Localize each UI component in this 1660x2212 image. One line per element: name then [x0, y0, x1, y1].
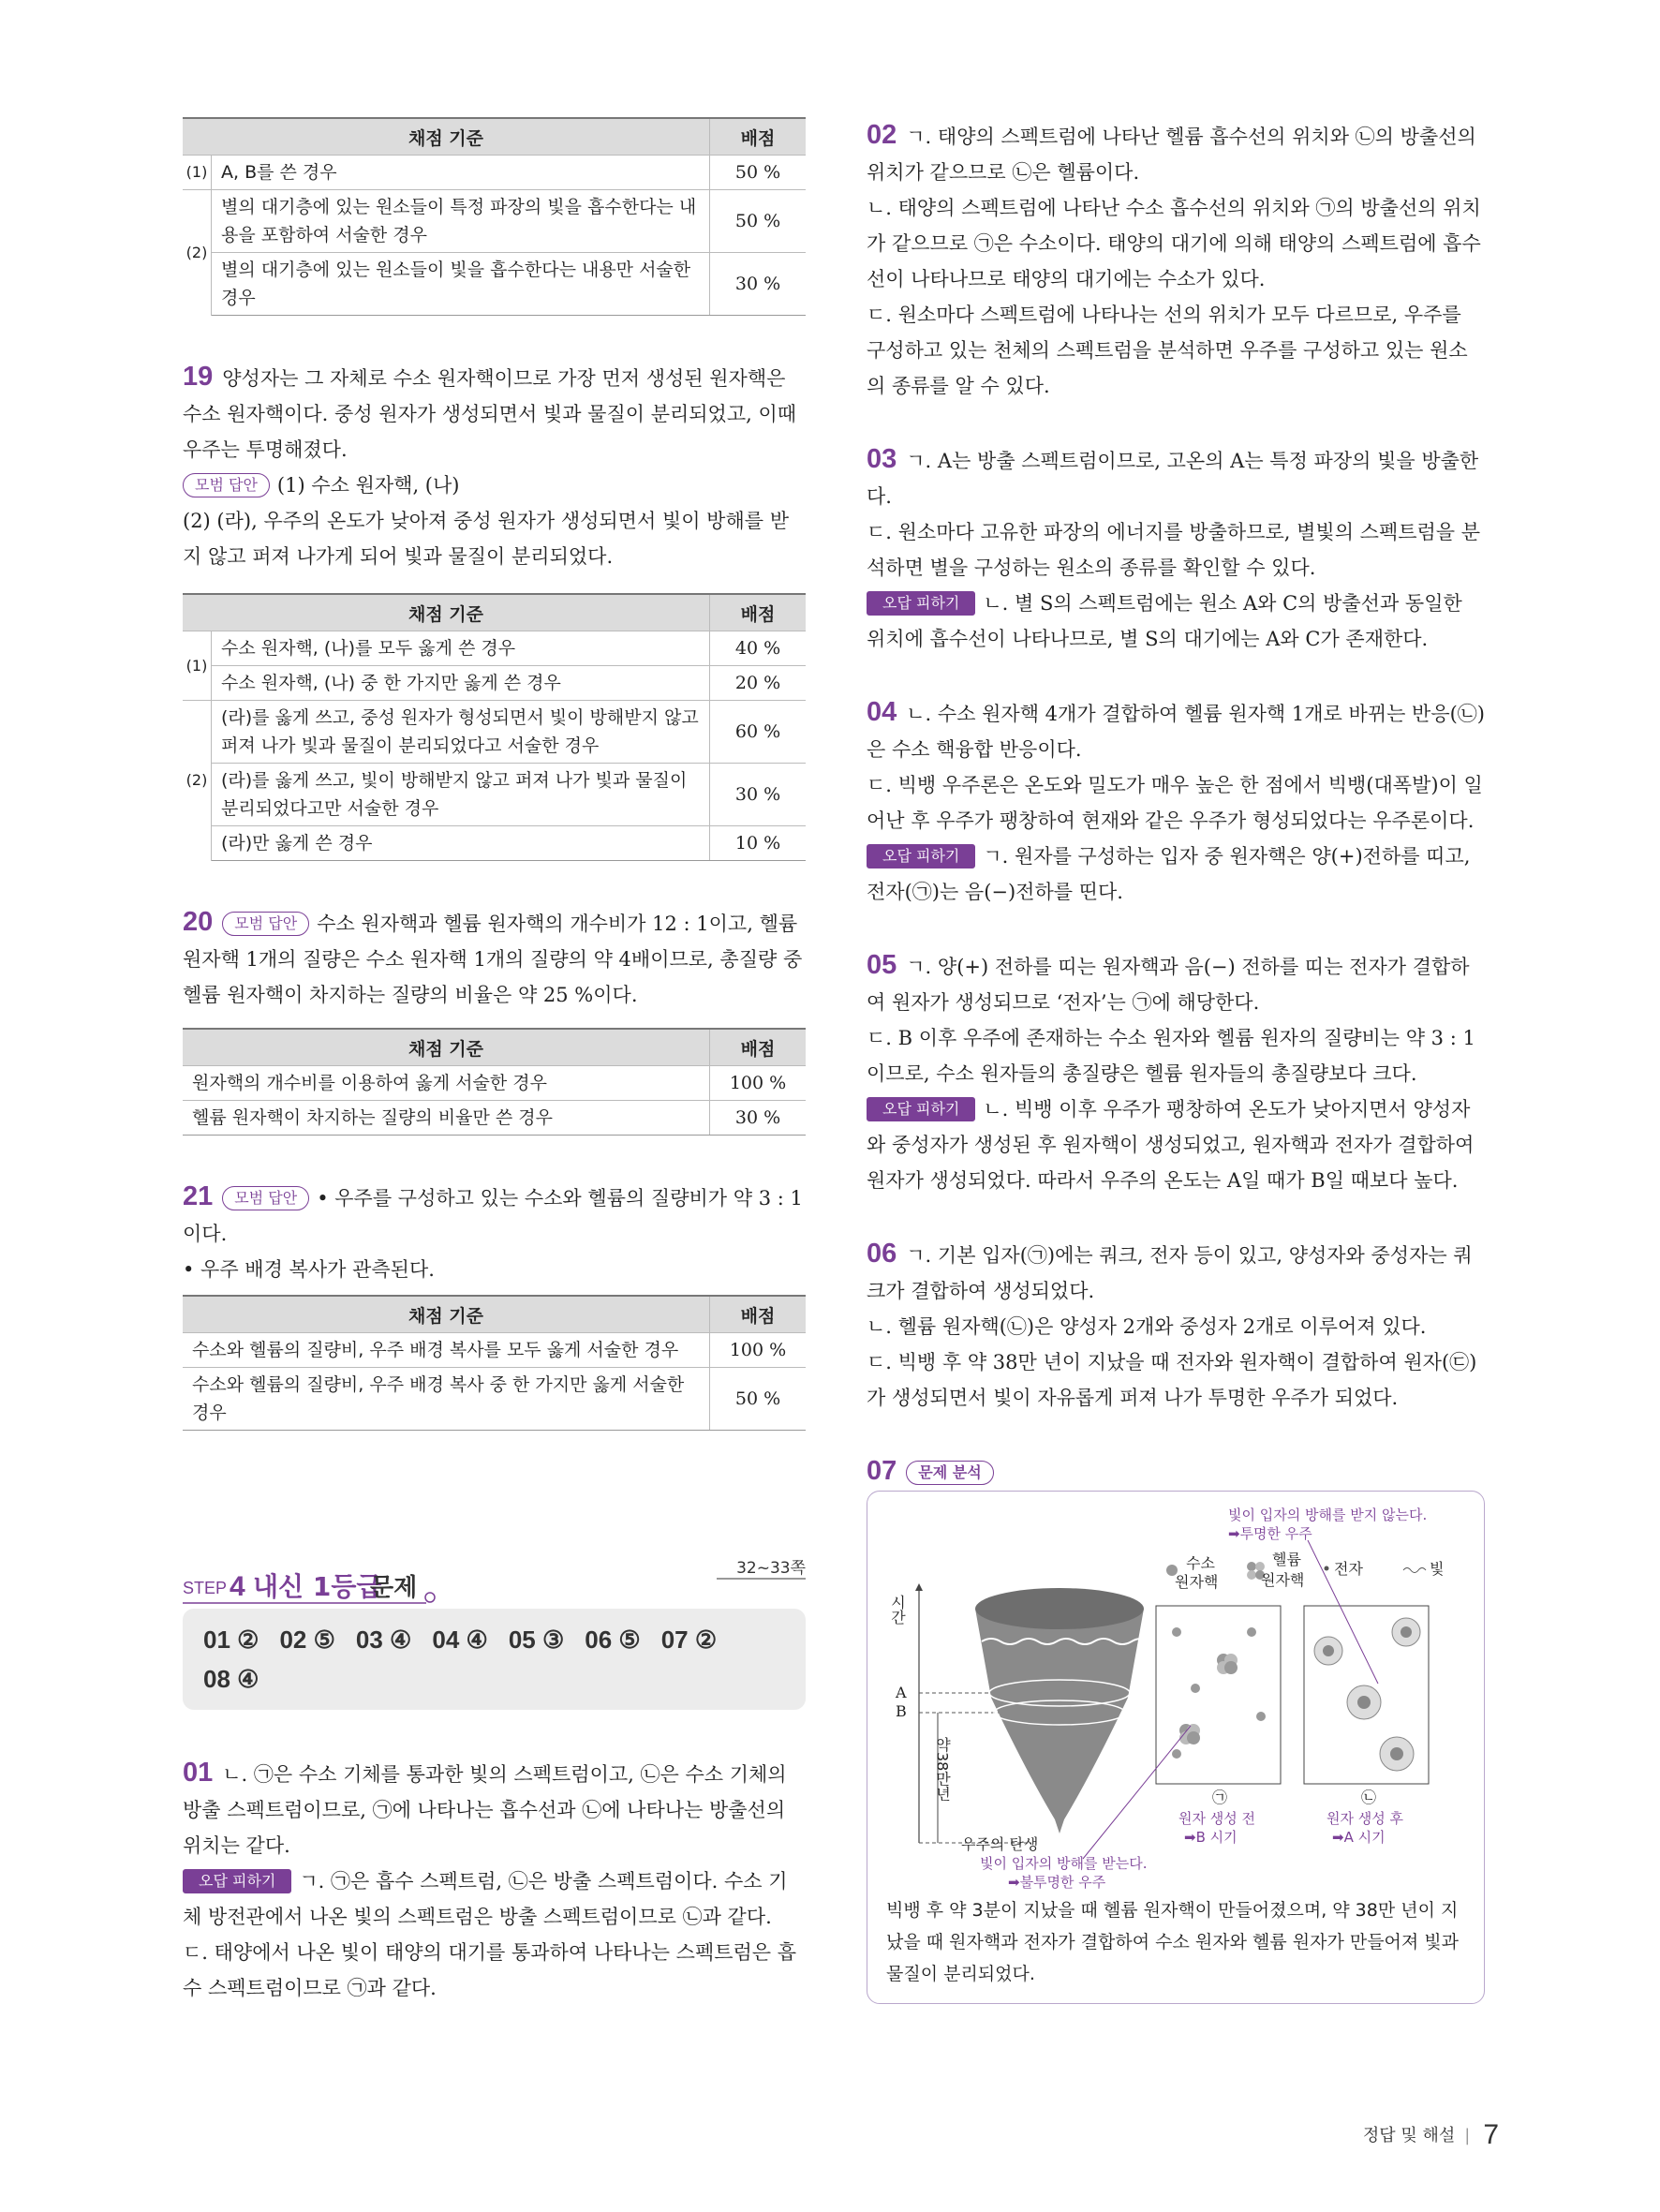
q05-p2: ㄷ. B 이후 우주에 존재하는 수소 원자와 헬륨 원자의 질량비는 약 3 : 1이므로, 수소 원자들의 총질량은 헬륨 원자들의 총질량보다 크다.: [867, 1027, 1475, 1085]
q19-answer-1: [183, 468, 806, 503]
model-answer-tag: 모범 답안: [222, 1186, 309, 1210]
box2-mark: ㉡: [1361, 1789, 1377, 1806]
criteria-cell: (라)를 옳게 쓰고, 중성 원자가 형성되면서 빛이 방해받지 않고 퍼져 나가 빛과 물질이 분리되었다고 서술한 경우: [212, 701, 710, 764]
box1-label: 원자 생성 전: [1178, 1810, 1255, 1827]
early-universe-diagram: [867, 1492, 1482, 1894]
box2-label-2: ➡A 시기: [1332, 1829, 1386, 1846]
top-note: 빛이 입자의 방해를 받지 않는다.: [1228, 1507, 1428, 1523]
time-axis-label: 시간: [888, 1595, 907, 1625]
q21-line1: • 우주를 구성하고 있는 수소와 헬륨의 질량비가 약 3 : 1이다.: [183, 1187, 803, 1245]
q02-number: 02: [867, 120, 897, 150]
criteria-cell: A, B를 쓴 경우: [212, 156, 710, 190]
analysis-box: [867, 1491, 1485, 2004]
box1-mark: ㉠: [1212, 1789, 1228, 1806]
problem-analysis-tag: 문제 분석: [906, 1461, 993, 1485]
top-note-2: ➡투명한 우주: [1228, 1525, 1312, 1542]
q05-p1: ㄱ. 양(+) 전하를 띠는 원자핵과 음(−) 전하를 띠는 전자가 결합하여 원자가 생성되므로 ‘전자’는 ㉠에 해당한다.: [867, 956, 1470, 1014]
criteria-cell: (라)를 옳게 쓰고, 빛이 방해받지 않고 퍼져 나가 빛과 물질이 분리되었다고만 서술한 경우: [212, 764, 710, 826]
step-label: STEP: [183, 1579, 228, 1597]
points-header: 배점: [710, 1296, 807, 1333]
criteria-cell: 원자핵의 개수비를 이용하여 옳게 서술한 경우: [183, 1066, 710, 1101]
row-num: (1): [183, 156, 212, 190]
avoid-wrong-tag: 오답 피하기: [867, 1097, 975, 1121]
q19-ans1: (1) 수소 원자핵, (나): [276, 474, 460, 497]
row-num: (1): [183, 631, 212, 701]
criteria-cell: 헬륨 원자핵이 차지하는 질량의 비율만 쓴 경우: [183, 1101, 710, 1136]
avoid-wrong-tag: 오답 피하기: [867, 591, 975, 616]
q01-number: 01: [183, 1758, 214, 1788]
points-cell: 50 %: [710, 190, 807, 253]
avoid-wrong-tag: 오답 피하기: [867, 844, 975, 868]
points-cell: 30 %: [710, 764, 807, 826]
legend-helium: 헬륨: [1272, 1551, 1301, 1568]
q19-body: 양성자는 그 자체로 수소 원자핵이므로 가장 먼저 생성된 원자핵은 수소 원자핵이다. 중성 원자가 생성되면서 빛과 물질이 분리되었고, 이때 우주는 투명해졌다.: [183, 367, 797, 461]
q01-body: ㄴ. ㉠은 수소 기체를 통과한 빛의 스펙트럼이고, ㉡은 수소 기체의 방출 스펙트럼이므로, ㉠에 나타나는 흡수선과 ㉡에 나타나는 방출선의 위치는 같다.: [183, 1763, 787, 1857]
electron-icon: [1325, 1566, 1329, 1571]
scoring-table-21: [183, 1295, 806, 1431]
points-cell: 60 %: [710, 701, 807, 764]
points-cell: 100 %: [710, 1333, 807, 1368]
title-dot-icon: [425, 1593, 435, 1602]
q07-header: [867, 1453, 1485, 1491]
legend-helium-2: 원자핵: [1261, 1571, 1305, 1589]
criteria-header: 채점 기준: [183, 1296, 710, 1333]
legend-hydrogen-2: 원자핵: [1175, 1573, 1219, 1591]
q01-wrong-2: ㄷ. 태양에서 나온 빛이 태양의 대기를 통과하여 나타나는 스펙트럼은 흡수 스펙트럼이므로 ㉠과 같다.: [183, 1941, 797, 1999]
diagram-caption: 빅뱅 후 약 3분이 지났을 때 헬륨 원자핵이 만들어졌으며, 약 38만 년이 지났을 때 원자핵과 전자가 결합하여 수소 원자와 헬륨 원자가 만들어져 빛과 물질이 분리되었다.: [886, 1900, 1460, 1984]
answer-item: 07 ②: [660, 1626, 718, 1654]
points-cell: 40 %: [710, 631, 807, 666]
q19-text: [183, 359, 806, 468]
q19-number: 19: [183, 362, 214, 392]
points-cell: 100 %: [710, 1066, 807, 1101]
points-cell: 20 %: [710, 666, 807, 701]
row-num: (2): [183, 701, 212, 861]
answer-item: 05 ③: [508, 1626, 565, 1654]
answer-item: 03 ④: [355, 1626, 412, 1654]
universe-cone: [975, 1588, 1150, 1833]
step-title-2: 문제: [370, 1574, 418, 1602]
span-label: 약38만년: [933, 1737, 952, 1802]
q21-text: [183, 1179, 806, 1252]
step4-title-graphic: [183, 1552, 806, 1609]
points-header: 배점: [710, 594, 807, 631]
q03-wrong-body: ㄴ. 별 S의 스펙트럼에는 원소 A와 C의 방출선과 동일한 위치에 흡수선이 나타나므로, 별 S의 대기에는 A와 C가 존재한다.: [867, 592, 1462, 650]
q21-number: 21: [183, 1181, 214, 1211]
page-range: 32~33쪽: [736, 1559, 806, 1578]
q02-text: [867, 117, 1485, 190]
scoring-table-20: [183, 1028, 806, 1136]
q06-p2: ㄴ. 헬륨 원자핵(㉡)은 양성자 2개와 중성자 2개로 이루어져 있다.: [867, 1315, 1427, 1338]
label-A: A: [896, 1684, 907, 1701]
box1-label-2: ➡B 시기: [1184, 1829, 1238, 1846]
q01-wrong-body: ㄱ. ㉠은 흡수 스펙트럼, ㉡은 방출 스펙트럼이다. 수소 기체 방전관에서 나온 빛의 스펙트럼은 방출 스펙트럼이므로 ㉡과 같다.: [183, 1870, 788, 1928]
criteria-cell: 수소 원자핵, (나)를 모두 옳게 쓴 경우: [212, 631, 710, 666]
points-cell: 50 %: [710, 1368, 807, 1431]
page-number: 7: [1483, 2119, 1499, 2150]
q04-p2: ㄷ. 빅뱅 우주론은 온도와 밀도가 매우 높은 한 점에서 빅뱅(대폭발)이 일어난 후 우주가 팽창하여 현재와 같은 우주가 형성되었다는 우주론이다.: [867, 774, 1483, 832]
q05-wrong-body: ㄴ. 빅뱅 이후 우주가 팽창하여 온도가 낮아지면서 양성자와 중성자가 생성된 후 원자핵이 생성되었고, 원자핵과 전자가 결합하여 원자가 생성되었다. 따라서 우주의 온도는 A일 때가 B일 때보다 높다.: [867, 1098, 1475, 1192]
step-number: 4: [230, 1571, 245, 1602]
answer-item: 02 ⑤: [279, 1626, 335, 1654]
criteria-cell: (라)만 옳게 쓴 경우: [212, 826, 710, 861]
q04-number: 04: [867, 697, 897, 727]
points-header: 배점: [710, 1029, 807, 1066]
points-cell: 10 %: [710, 826, 807, 861]
q03-text: [867, 441, 1485, 514]
q03-wrong: [867, 586, 1485, 657]
model-answer-tag: 모범 답안: [222, 912, 309, 936]
q05-number: 05: [867, 950, 897, 980]
q03-p2: ㄷ. 원소마다 고유한 파장의 에너지를 방출하므로, 별빛의 스펙트럼을 분석하면 별을 구성하는 원소의 종류를 확인할 수 있다.: [867, 521, 1481, 579]
model-answer-tag: 모범 답안: [183, 473, 270, 497]
box2-label: 원자 생성 후: [1327, 1810, 1403, 1827]
scoring-table-19: [183, 593, 806, 861]
q02-p2: ㄴ. 태양의 스펙트럼에 나타난 수소 흡수선의 위치와 ㉠의 방출선의 위치가 같으므로 ㉠은 수소이다. 태양의 대기에 의해 태양의 스펙트럼에 흡수선이 나타나므로 태양의 대기에는 수소가 있다.: [867, 197, 1481, 290]
q03-number: 03: [867, 444, 897, 474]
q04-p1: ㄴ. 수소 원자핵 4개가 결합하여 헬륨 원자핵 1개로 바뀌는 반응(㉡)은 수소 핵융합 반응이다.: [867, 703, 1485, 761]
criteria-cell: 별의 대기층에 있는 원소들이 특정 파장의 빛을 흡수한다는 내용을 포함하여 서술한 경우: [212, 190, 710, 253]
q03-p1: ㄱ. A는 방출 스펙트럼이므로, 고온의 A는 특정 파장의 빛을 방출한다.: [867, 450, 1479, 508]
q02-p3: ㄷ. 원소마다 스펙트럼에 나타나는 선의 위치가 모두 다르므로, 우주를 구성하고 있는 천체의 스펙트럼을 분석하면 우주를 구성하고 있는 원소의 종류를 알 수 있다.: [867, 304, 1468, 397]
q20-text: [183, 904, 806, 1013]
q19-answer-2: (2) (라), 우주의 온도가 낮아져 중성 원자가 생성되면서 빛이 방해를 받지 않고 퍼져 나가게 되어 빛과 물질이 분리되었다.: [183, 510, 789, 568]
bottom-note-2: ➡불투명한 우주: [1008, 1874, 1106, 1891]
points-header: 배점: [710, 118, 807, 156]
q20-body: 수소 원자핵과 헬륨 원자핵의 개수비가 12 : 1이고, 헬륨 원자핵 1개의 질량은 수소 원자핵 1개의 질량의 약 4배이므로, 총질량 중 헬륨 원자핵이 차지하는 질량의 비율은 약 25 %이다.: [183, 913, 803, 1006]
q04-text: [867, 694, 1485, 767]
step-title: 내신 1등급: [253, 1571, 382, 1602]
legend-light: 빛: [1430, 1560, 1445, 1578]
criteria-cell: 별의 대기층에 있는 원소들이 빛을 흡수한다는 내용만 서술한 경우: [212, 253, 710, 316]
q04-wrong: [867, 839, 1485, 910]
answer-item: 04 ④: [432, 1626, 488, 1654]
footer-divider: |: [1464, 2126, 1471, 2145]
q04-wrong-body: ㄱ. 원자를 구성하는 입자 중 원자핵은 양(+)전하를 띠고, 전자(㉠)는 음(−)전하를 띤다.: [867, 845, 1471, 903]
label-B: B: [896, 1702, 907, 1720]
q02-p1: ㄱ. 태양의 스펙트럼에 나타난 헬륨 흡수선의 위치와 ㉡의 방출선의 위치가 같으므로 ㉡은 헬륨이다.: [867, 126, 1476, 184]
time-axis-arrow-icon: [915, 1583, 923, 1591]
right-column: [867, 117, 1485, 2004]
answer-item: 06 ⑤: [585, 1626, 641, 1654]
step4-header: [183, 1552, 806, 1609]
points-cell: 30 %: [710, 253, 807, 316]
footer-label: 정답 및 해설: [1362, 2126, 1456, 2145]
criteria-header: 채점 기준: [183, 118, 710, 156]
q06-number: 06: [867, 1239, 897, 1269]
q01-wrong: [183, 1863, 806, 1935]
q21-line2: • 우주 배경 복사가 관측된다.: [183, 1258, 435, 1281]
universe-birth-label: 우주의 탄생: [961, 1835, 1039, 1853]
q06-text: [867, 1236, 1485, 1309]
criteria-header: 채점 기준: [183, 1029, 710, 1066]
legend-electron: 전자: [1334, 1560, 1363, 1578]
answer-item: 01 ②: [203, 1626, 259, 1654]
row-num: (2): [183, 190, 212, 316]
page-footer: [1363, 2119, 1499, 2151]
left-column: [183, 117, 806, 2006]
points-cell: 30 %: [710, 1101, 807, 1136]
q01-text: [183, 1755, 806, 1863]
criteria-header: 채점 기준: [183, 594, 710, 631]
q05-wrong: [867, 1091, 1485, 1198]
points-cell: 50 %: [710, 156, 807, 190]
bottom-note: 빛이 입자의 방해를 받는다.: [980, 1855, 1148, 1872]
q06-p3: ㄷ. 빅뱅 후 약 38만 년이 지났을 때 전자와 원자핵이 결합하여 원자(㉢)가 생성되면서 빛이 자유롭게 퍼져 나가 투명한 우주가 되었다.: [867, 1351, 1477, 1409]
light-wave-icon: [1403, 1568, 1426, 1573]
legend-hydrogen: 수소: [1186, 1554, 1215, 1572]
q20-number: 20: [183, 907, 214, 937]
criteria-cell: 수소 원자핵, (나) 중 한 가지만 옳게 쓴 경우: [212, 666, 710, 701]
avoid-wrong-tag: 오답 피하기: [183, 1869, 291, 1893]
scoring-table-18: [183, 117, 806, 316]
criteria-cell: 수소와 헬륨의 질량비, 우주 배경 복사를 모두 옳게 서술한 경우: [183, 1333, 710, 1368]
q05-text: [867, 947, 1485, 1020]
criteria-cell: 수소와 헬륨의 질량비, 우주 배경 복사 중 한 가지만 옳게 서술한 경우: [183, 1368, 710, 1431]
answer-key: [183, 1609, 806, 1710]
q06-p1: ㄱ. 기본 입자(㉠)에는 쿼크, 전자 등이 있고, 양성자와 중성자는 쿼크가 결합하여 생성되었다.: [867, 1244, 1473, 1302]
q07-number: 07: [867, 1456, 897, 1486]
answer-item: 08 ④: [203, 1665, 259, 1693]
